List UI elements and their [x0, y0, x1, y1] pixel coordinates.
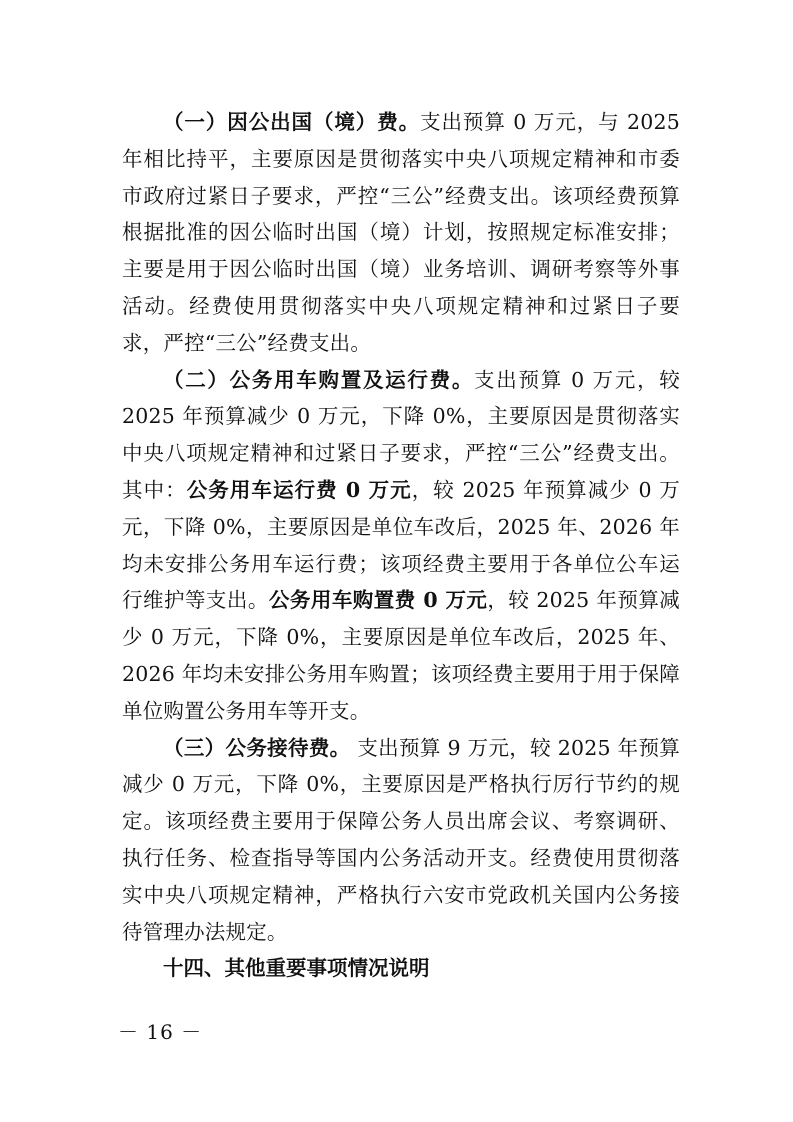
- subsection-body-vehicle-operation: ，较 2025 年预算减少 0 万元，下降 0%，主要原因是单位车改后，2025 年、2026 年均未安排公务用车运行费；该项经费主要用于各单位公车运行维护等支出。: [122, 477, 680, 613]
- next-section-heading: 十四、其他重要事项情况说明: [163, 956, 430, 981]
- page-number: － 16 －: [118, 1020, 203, 1044]
- paragraph-overseas-travel: [122, 104, 680, 362]
- subsection-title-vehicle-operation: 公务用车运行费 0 万元: [186, 477, 412, 502]
- subsection-body-vehicle-purchase: ，较 2025 年预算减少 0 万元，下降 0%，主要原因是单位车改后，2025 年、2026 年均未安排公务用车购置；该项经费主要用于用于保障单位购置公务用车等开支。: [122, 588, 680, 723]
- section-body-overseas-travel: 支出预算 0 万元，与 2025 年相比持平，主要原因是贯彻落实中央八项规定精神和市委市政府过紧日子要求，严控“三公”经费支出。该项经费预算根据批准的因公临时出国（境）计划，按照规定标准安排；主要是用于因公临时出国（境）业务培训、调研考察等外事活动。经费使用贯彻落实中央八项规定精神和过紧日子要求，严控“三公”经费支出。: [122, 110, 680, 355]
- section-body-reception: 支出预算 9 万元，较 2025 年预算减少 0 万元，下降 0%，主要原因是严格执行厉行节约的规定。该项经费主要用于保障公务人员出席会议、考察调研、执行任务、检查指导等国内公务活动开支。经费使用贯彻落实中央八项规定精神，严格执行六安市党政机关国内公务接待管理办法规定。: [122, 735, 680, 944]
- page-content: [122, 104, 680, 987]
- section-title-reception: （三）公务接待费。: [163, 735, 351, 760]
- paragraph-official-vehicles: [122, 362, 680, 730]
- section-title-overseas-travel: （一）因公出国（境）费。: [163, 110, 421, 134]
- subsection-title-vehicle-purchase: 公务用车购置费 0 万元: [268, 588, 488, 613]
- section-body-official-vehicles: 支出预算 0 万元，较 2025 年预算减少 0 万元，下降 0%，主要原因是贯彻落实中央八项规定精神和过紧日子要求，严控“三公”经费支出。其中：: [122, 367, 680, 502]
- section-title-official-vehicles: （二）公务用车购置及运行费。: [163, 367, 475, 392]
- paragraph-reception: [122, 730, 680, 951]
